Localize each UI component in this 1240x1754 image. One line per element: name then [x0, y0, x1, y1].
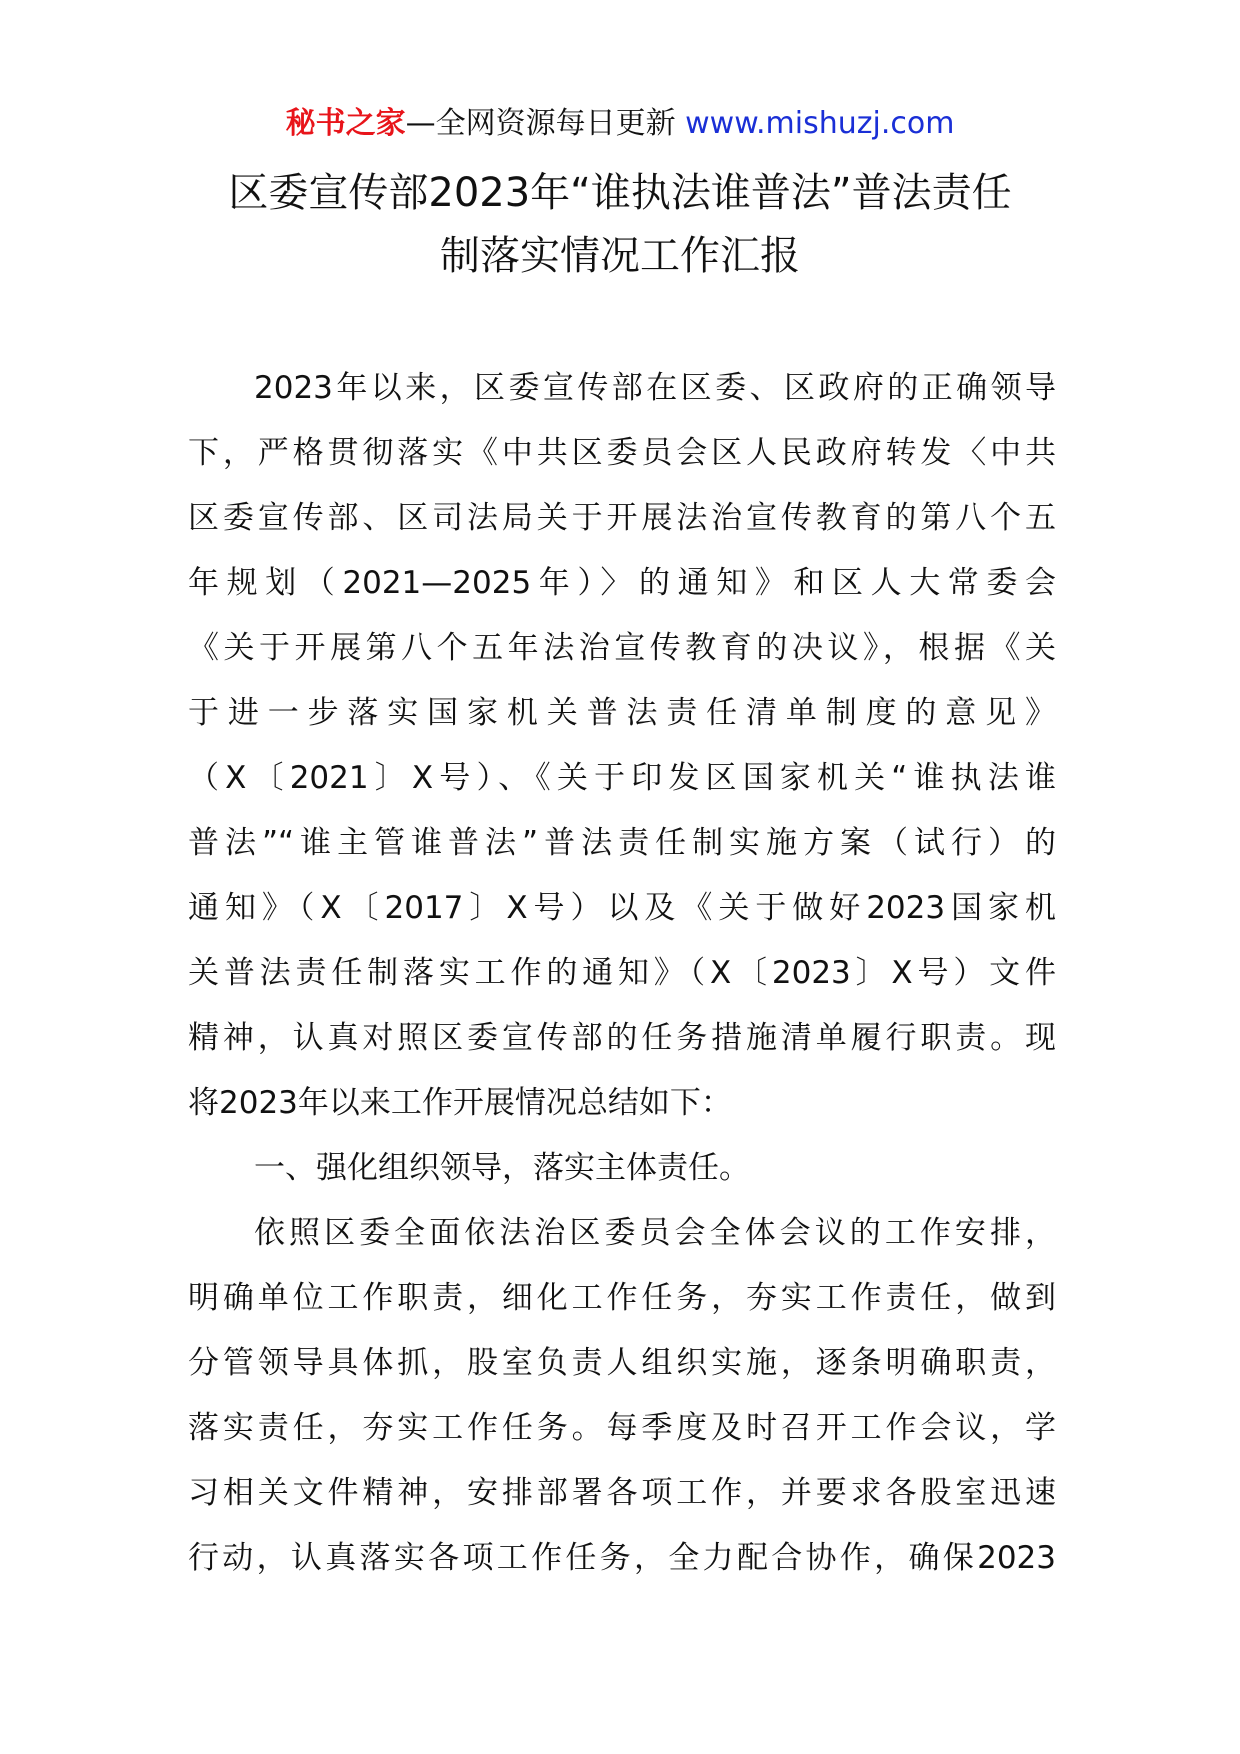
document-title-line-1: 区委宣传部2023年“谁执法谁普法”普法责任 [228, 170, 1012, 216]
paragraph-line: 区委宣传部、区司法局关于开展法治宣传教育的第八个五 [188, 500, 1056, 536]
document-body [188, 356, 1056, 1591]
paragraph-line: 将2023年以来工作开展情况总结如下： [188, 1085, 732, 1121]
paragraph-line: （X〔2021〕X号）、《关于印发区国家机关“谁执法谁 [188, 760, 1056, 796]
paragraph-line: 2023年以来，区委宣传部在区委、区政府的正确领导 [254, 370, 1056, 406]
paragraph-section-1 [188, 1201, 1056, 1591]
paragraph-line: 年规划（2021—2025年）〉的通知》和区人大常委会 [188, 565, 1056, 601]
paragraph-line: 分管领导具体抓，股室负责人组织实施，逐条明确职责， [188, 1345, 1056, 1381]
paragraph-line: 明确单位工作职责，细化工作任务，夯实工作责任，做到 [188, 1280, 1056, 1316]
paragraph-line: 普法”“谁主管谁普法”普法责任制实施方案（试行）的 [188, 825, 1056, 861]
site-brand: 秘书之家 [285, 106, 406, 141]
paragraph-intro [188, 356, 1056, 1136]
paragraph-line: 下，严格贯彻落实《中共区委员会区人民政府转发〈中共 [188, 435, 1056, 471]
paragraph-line: 依照区委全面依法治区委员会全体会议的工作安排， [254, 1215, 1056, 1251]
site-url-link[interactable]: www.mishuzj.com [685, 106, 955, 141]
paragraph-line: 精神，认真对照区委宣传部的任务措施清单履行职责。现 [188, 1020, 1056, 1056]
document-title-line-2: 制落实情况工作汇报 [440, 233, 800, 279]
paragraph-line: 关普法责任制落实工作的通知》（X〔2023〕X号）文件 [188, 955, 1056, 991]
document-title [0, 162, 1240, 288]
paragraph-line: 《关于开展第八个五年法治宣传教育的决议》，根据《关 [188, 630, 1056, 666]
paragraph-line: 行动，认真落实各项工作任务，全力配合协作，确保2023 [188, 1540, 1056, 1576]
site-header [0, 104, 1240, 144]
paragraph-line: 通知》（X〔2017〕X号）以及《关于做好2023国家机 [188, 890, 1056, 926]
paragraph-line: 落实责任，夯实工作任务。每季度及时召开工作会议，学 [188, 1410, 1056, 1446]
paragraph-line: 于进一步落实国家机关普法责任清单制度的意见》 [188, 695, 1056, 731]
paragraph-line: 习相关文件精神，安排部署各项工作，并要求各股室迅速 [188, 1475, 1056, 1511]
site-tagline: —全网资源每日更新 [405, 106, 676, 141]
section-heading-1: 一、强化组织领导，落实主体责任。 [254, 1150, 750, 1186]
